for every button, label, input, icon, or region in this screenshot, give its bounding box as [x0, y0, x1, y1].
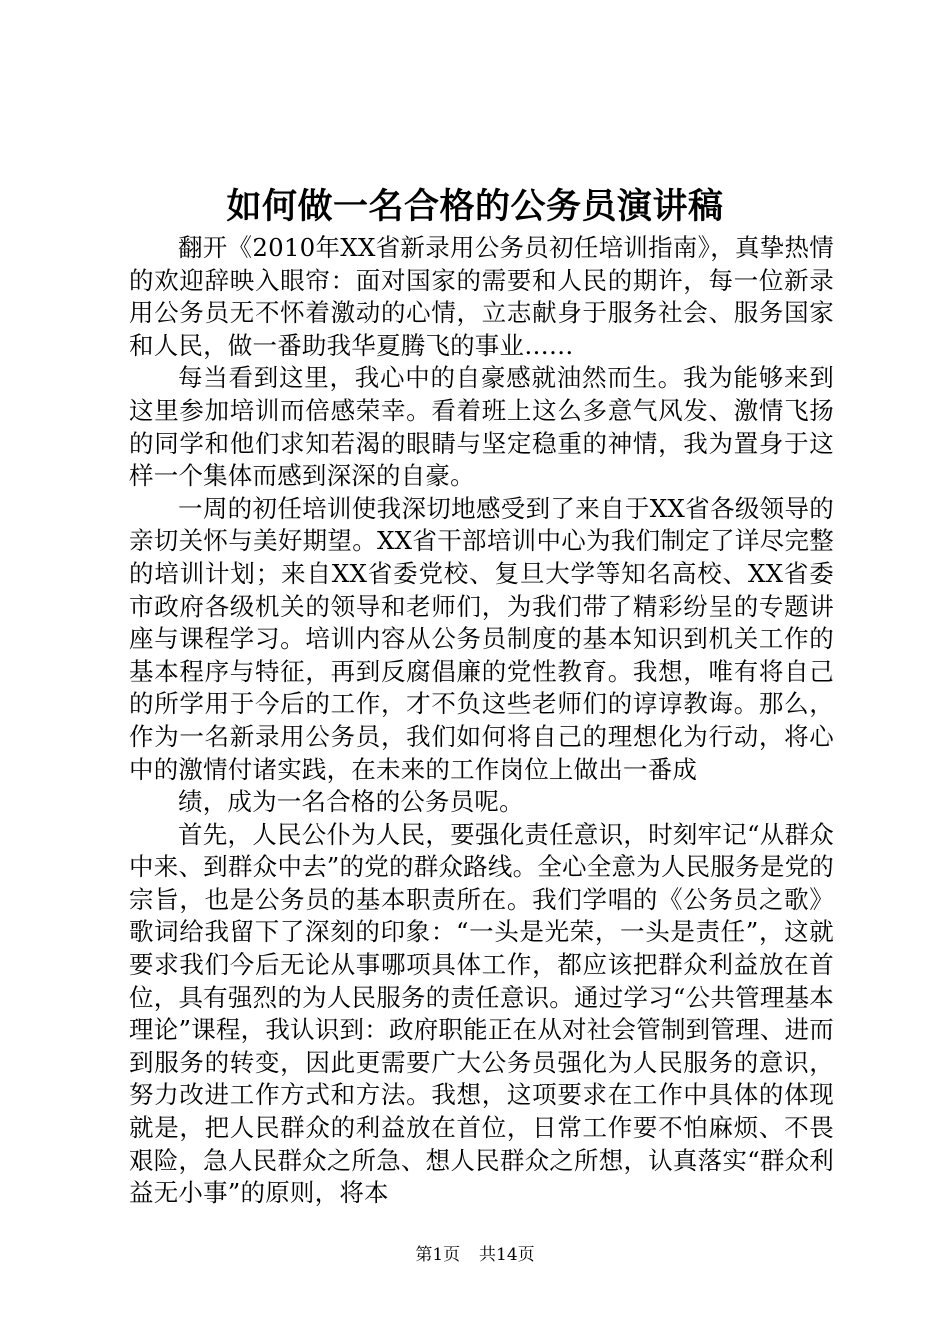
page-total: 共14页	[479, 1245, 535, 1265]
document-body	[129, 232, 834, 1210]
page-number: 第1页	[415, 1245, 461, 1265]
paragraph-3: 一周的初任培训使我深切地感受到了来自于XX省各级领导的亲切关怀与美好期望。XX省干部培训中心为我们制定了详尽完整的培训计划；来自XX省委党校、复旦大学等知名高校、XX省委市政府各级机关的领导和老师们，为我们带了精彩纷呈的专题讲座与课程学习。培训内容从公务员制度的基本知识到机关工作的基本程序与特征，再到反腐倡廉的党性教育。我想，唯有将自己的所学用于今后的工作，才不负这些老师们的谆谆教诲。那么，作为一名新录用公务员，我们如何将自己的理想化为行动，将心中的激情付诸实践，在未来的工作岗位上做出一番成	[129, 493, 834, 784]
paragraph-2: 每当看到这里，我心中的自豪感就油然而生。我为能够来到这里参加培训而倍感荣幸。看着班上这么多意气风发、激情飞扬的同学和他们求知若渴的眼睛与坚定稳重的神情，我为置身于这样一个集体而感到深深的自豪。	[129, 363, 834, 491]
paragraph-1: 翻开《2010年XX省新录用公务员初任培训指南》，真挚热情的欢迎辞映入眼帘：面对国家的需要和人民的期许，每一位新录用公务员无不怀着激动的心情，立志献身于服务社会、服务国家和人民，做一番助我华夏腾飞的事业……	[129, 233, 834, 360]
document-title: 如何做一名合格的公务员演讲稿	[226, 186, 724, 227]
paragraph-5: 首先，人民公仆为人民，要强化责任意识，时刻牢记“从群众中来、到群众中去”的党的群众路线。全心全意为人民服务是党的宗旨，也是公务员的基本职责所在。我们学唱的《公务员之歌》歌词给我留下了深刻的印象：“一头是光荣，一头是责任”，这就要求我们今后无论从事哪项具体工作，都应该把群众利益放在首位，具有强烈的为人民服务的责任意识。通过学习“公共管理基本理论”课程，我认识到：政府职能正在从对社会管制到管理、进而到服务的转变，因此更需要广大公务员强化为人民服务的意识，努力改进工作方式和方法。我想，这项要求在工作中具体的体现就是，把人民群众的利益放在首位，日常工作要不怕麻烦、不畏艰险，急人民群众之所急、想人民群众之所想，认真落实“群众利益无小事”的原则，将本	[129, 819, 834, 1208]
page-footer	[0, 1243, 950, 1267]
paragraph-4: 绩，成为一名合格的公务员呢。	[178, 787, 524, 817]
